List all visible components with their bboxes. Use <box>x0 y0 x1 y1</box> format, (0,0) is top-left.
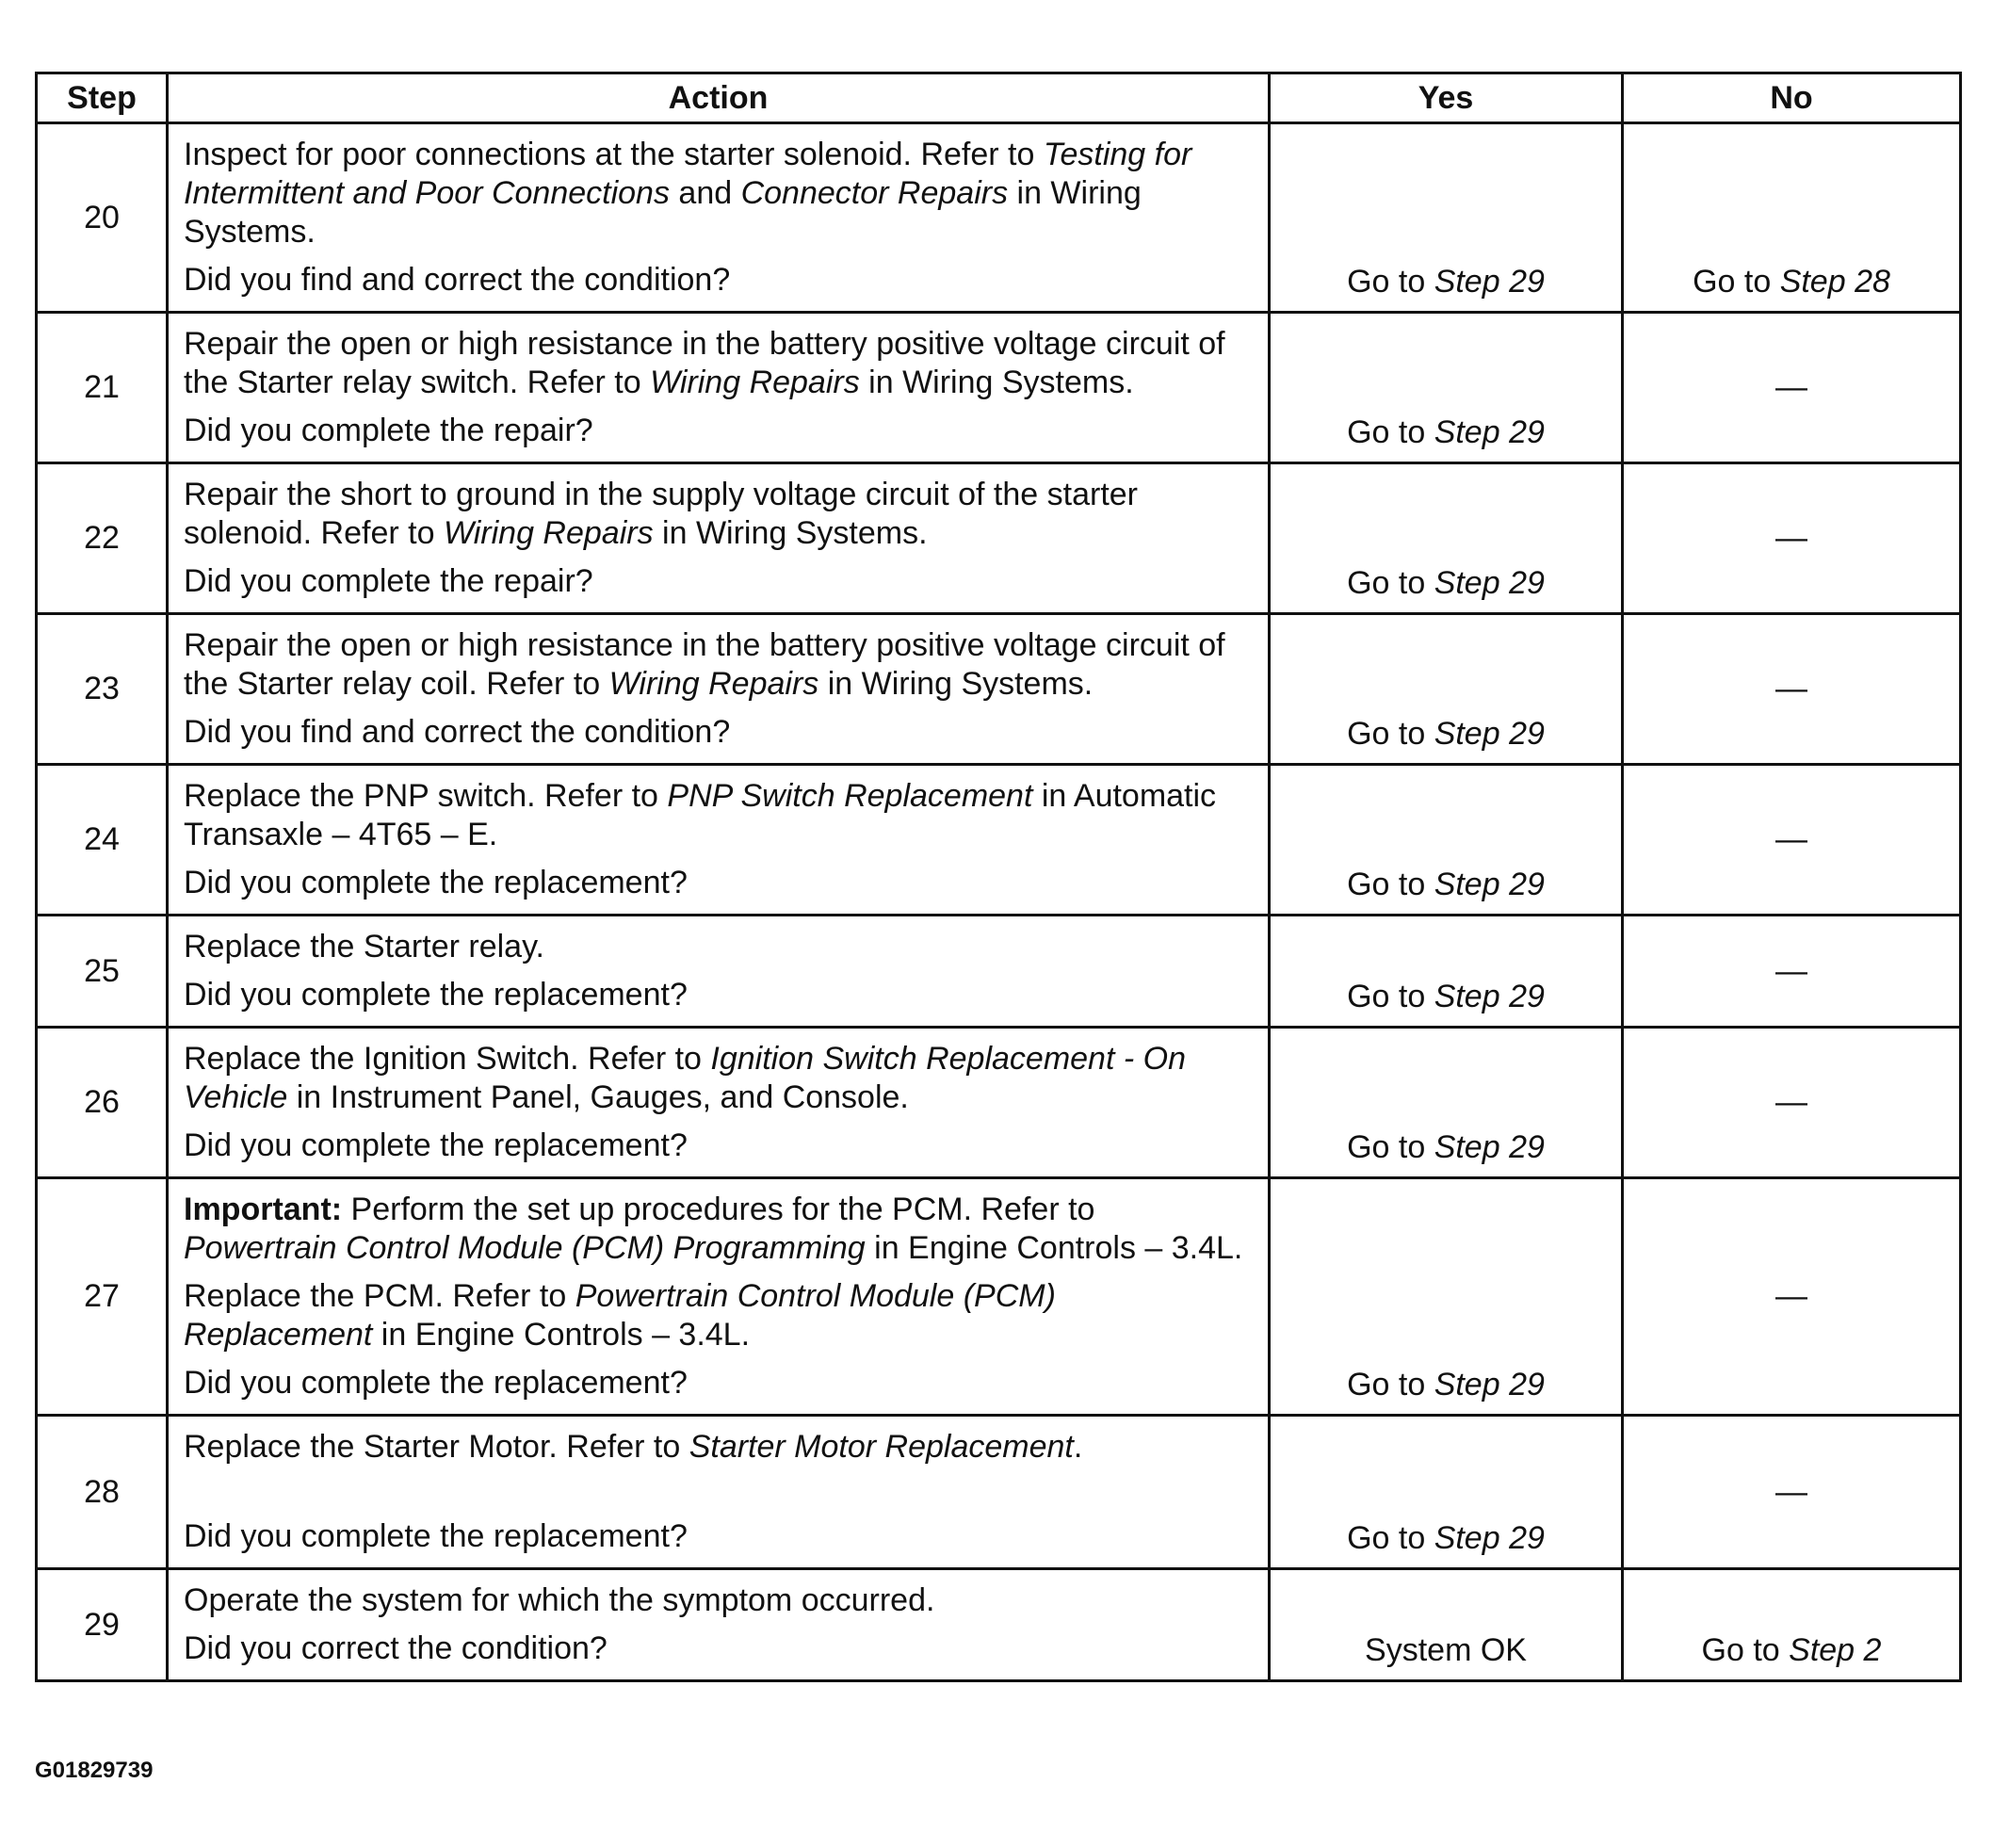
no-result <box>1623 1569 1961 1681</box>
figure-id: G01829739 <box>35 1758 154 1783</box>
text-run: Go to <box>1347 1367 1434 1402</box>
step-number: 24 <box>37 765 168 916</box>
reference-link-text: Step 28 <box>1779 264 1890 300</box>
header-action: Action <box>168 73 1270 123</box>
text-run: — <box>1775 1084 1807 1120</box>
step-number: 22 <box>37 463 168 614</box>
text-run: Go to <box>1347 264 1434 300</box>
table-row <box>37 123 1961 313</box>
text-run: Inspect for poor connections at the starter solenoid. Refer to <box>184 137 1044 172</box>
table-row <box>37 463 1961 614</box>
text-run: Repair the open or high resistance in the battery positive voltage circuit of the Starter relay switch. Refer to <box>184 326 1225 400</box>
no-result-none <box>1623 313 1961 463</box>
action-paragraph <box>184 1191 1253 1268</box>
text-run: Go to <box>1347 1520 1434 1556</box>
action-paragraph <box>184 928 1253 966</box>
yes-result <box>1270 1028 1623 1178</box>
action-question: Did you complete the replacement? <box>184 977 688 1013</box>
text-run: Perform the set up procedures for the PCM. Refer to <box>342 1191 1095 1227</box>
text-run: Go to <box>1347 565 1434 601</box>
text-run: Replace the PNP switch. Refer to <box>184 778 668 814</box>
yes-result <box>1270 1178 1623 1416</box>
text-run: — <box>1775 671 1807 706</box>
text-run: in Wiring Systems. <box>653 515 928 551</box>
reference-link-text: Starter Motor Replacement <box>689 1429 1074 1465</box>
reference-link-text: Step 29 <box>1434 1520 1545 1556</box>
text-run: Replace the Starter Motor. Refer to <box>184 1429 689 1465</box>
yes-result <box>1270 1416 1623 1569</box>
action-paragraph <box>184 1040 1253 1117</box>
action-question: Did you correct the condition? <box>184 1630 608 1666</box>
important-label: Important: <box>184 1191 343 1227</box>
text-run: in Instrument Panel, Gauges, and Console. <box>287 1079 909 1115</box>
action-cell <box>168 1416 1270 1569</box>
reference-link-text: Step 29 <box>1434 414 1545 450</box>
text-run: and <box>669 175 741 211</box>
step-number: 26 <box>37 1028 168 1178</box>
action-question: Did you complete the replacement? <box>184 1127 688 1163</box>
reference-link-text: Wiring Repairs <box>650 365 860 400</box>
text-run: Repair the open or high resistance in the battery positive voltage circuit of the Starter relay coil. Refer to <box>184 627 1225 702</box>
reference-link-text: Step 29 <box>1434 1367 1545 1402</box>
action-cell <box>168 614 1270 765</box>
diagnostic-table-container <box>35 72 1959 1682</box>
text-run: — <box>1775 1278 1807 1314</box>
text-run: in Wiring Systems. <box>818 666 1094 702</box>
text-run: Replace the Starter relay. <box>184 929 544 965</box>
text-run: Go to <box>1347 979 1434 1014</box>
reference-link-text: Step 2 <box>1789 1632 1882 1668</box>
step-number: 21 <box>37 313 168 463</box>
text-run: Replace the Ignition Switch. Refer to <box>184 1041 711 1077</box>
yes-result <box>1270 463 1623 614</box>
action-paragraph <box>184 1428 1253 1467</box>
yes-result <box>1270 614 1623 765</box>
text-run: Go to <box>1347 716 1434 752</box>
reference-link-text: Step 29 <box>1434 979 1545 1014</box>
yes-result <box>1270 123 1623 313</box>
table-row <box>37 1569 1961 1681</box>
yes-result <box>1270 313 1623 463</box>
no-result-none <box>1623 916 1961 1028</box>
action-cell <box>168 123 1270 313</box>
header-yes: Yes <box>1270 73 1623 123</box>
text-run: Go to <box>1701 1632 1790 1668</box>
action-question: Did you complete the repair? <box>184 563 593 599</box>
step-number: 20 <box>37 123 168 313</box>
reference-link-text: Step 29 <box>1434 716 1545 752</box>
reference-link-text: Ignition Switch Replacement - On Vehicle <box>184 1041 1186 1115</box>
table-row <box>37 313 1961 463</box>
no-result-none <box>1623 614 1961 765</box>
table-row <box>37 1178 1961 1416</box>
yes-result <box>1270 1569 1623 1681</box>
action-paragraph <box>184 777 1253 854</box>
action-question: Did you find and correct the condition? <box>184 714 731 750</box>
reference-link-text: Step 29 <box>1434 264 1545 300</box>
text-run: Operate the system for which the symptom occurred. <box>184 1582 935 1618</box>
reference-link-text: Connector Repairs <box>740 175 1009 211</box>
text-run: . <box>1073 1429 1083 1465</box>
no-result-none <box>1623 1178 1961 1416</box>
text-run: — <box>1775 520 1807 556</box>
no-result-none <box>1623 463 1961 614</box>
reference-link-text: Step 29 <box>1434 867 1545 902</box>
table-row <box>37 916 1961 1028</box>
text-run: — <box>1775 1473 1807 1510</box>
no-result-none <box>1623 1028 1961 1178</box>
action-paragraph <box>184 325 1253 402</box>
text-run: — <box>1775 821 1807 857</box>
text-run: — <box>1775 952 1807 989</box>
text-run: Go to <box>1347 867 1434 902</box>
action-question: Did you complete the replacement? <box>184 1365 688 1401</box>
action-cell <box>168 1569 1270 1681</box>
action-spacer <box>184 1476 1253 1517</box>
action-question: Did you find and correct the condition? <box>184 262 731 298</box>
text-run: in Engine Controls – 3.4L. <box>372 1317 751 1353</box>
action-cell <box>168 463 1270 614</box>
action-paragraph <box>184 626 1253 704</box>
diagnostic-table <box>35 72 1962 1682</box>
action-paragraph <box>184 1581 1253 1620</box>
step-number: 27 <box>37 1178 168 1416</box>
action-cell <box>168 1178 1270 1416</box>
text-run: in Wiring Systems. <box>184 175 1142 250</box>
action-question: Did you complete the replacement? <box>184 865 688 900</box>
yes-result <box>1270 916 1623 1028</box>
no-result <box>1623 123 1961 313</box>
header-step: Step <box>37 73 168 123</box>
table-row <box>37 1028 1961 1178</box>
text-run: in Engine Controls – 3.4L. <box>865 1230 1243 1266</box>
text-run: Repair the short to ground in the supply voltage circuit of the starter solenoid. Refer to <box>184 477 1138 551</box>
text-run: — <box>1775 369 1807 405</box>
step-number: 29 <box>37 1569 168 1681</box>
action-paragraph <box>184 136 1253 251</box>
table-header-row <box>37 73 1961 123</box>
text-run: Go to <box>1347 414 1434 450</box>
reference-link-text: Step 29 <box>1434 1129 1545 1165</box>
action-paragraph <box>184 1277 1253 1354</box>
reference-link-text: Wiring Repairs <box>443 515 654 551</box>
text-run: Go to <box>1347 1129 1434 1165</box>
reference-link-text: Step 29 <box>1434 565 1545 601</box>
yes-result <box>1270 765 1623 916</box>
header-no: No <box>1623 73 1961 123</box>
table-row <box>37 614 1961 765</box>
action-cell <box>168 1028 1270 1178</box>
reference-link-text: Testing for Intermittent and Poor Connections <box>184 137 1192 211</box>
action-cell <box>168 765 1270 916</box>
action-question: Did you complete the replacement? <box>184 1518 688 1554</box>
reference-link-text: Wiring Repairs <box>608 666 819 702</box>
step-number: 25 <box>37 916 168 1028</box>
step-number: 23 <box>37 614 168 765</box>
text-run: in Automatic Transaxle – 4T65 – E. <box>184 778 1217 852</box>
step-number: 28 <box>37 1416 168 1569</box>
action-cell <box>168 916 1270 1028</box>
no-result-none <box>1623 765 1961 916</box>
action-question: Did you complete the repair? <box>184 413 593 448</box>
reference-link-text: Powertrain Control Module (PCM) Replacement <box>184 1278 1056 1353</box>
reference-link-text: PNP Switch Replacement <box>667 778 1033 814</box>
action-cell <box>168 313 1270 463</box>
table-body <box>37 123 1961 1681</box>
no-result-none <box>1623 1416 1961 1569</box>
table-row <box>37 765 1961 916</box>
table-row <box>37 1416 1961 1569</box>
text-run: Go to <box>1693 264 1780 300</box>
text-run: System OK <box>1365 1632 1527 1668</box>
action-paragraph <box>184 476 1253 553</box>
reference-link-text: Powertrain Control Module (PCM) Programming <box>184 1230 866 1266</box>
text-run: in Wiring Systems. <box>859 365 1134 400</box>
text-run: Replace the PCM. Refer to <box>184 1278 575 1314</box>
